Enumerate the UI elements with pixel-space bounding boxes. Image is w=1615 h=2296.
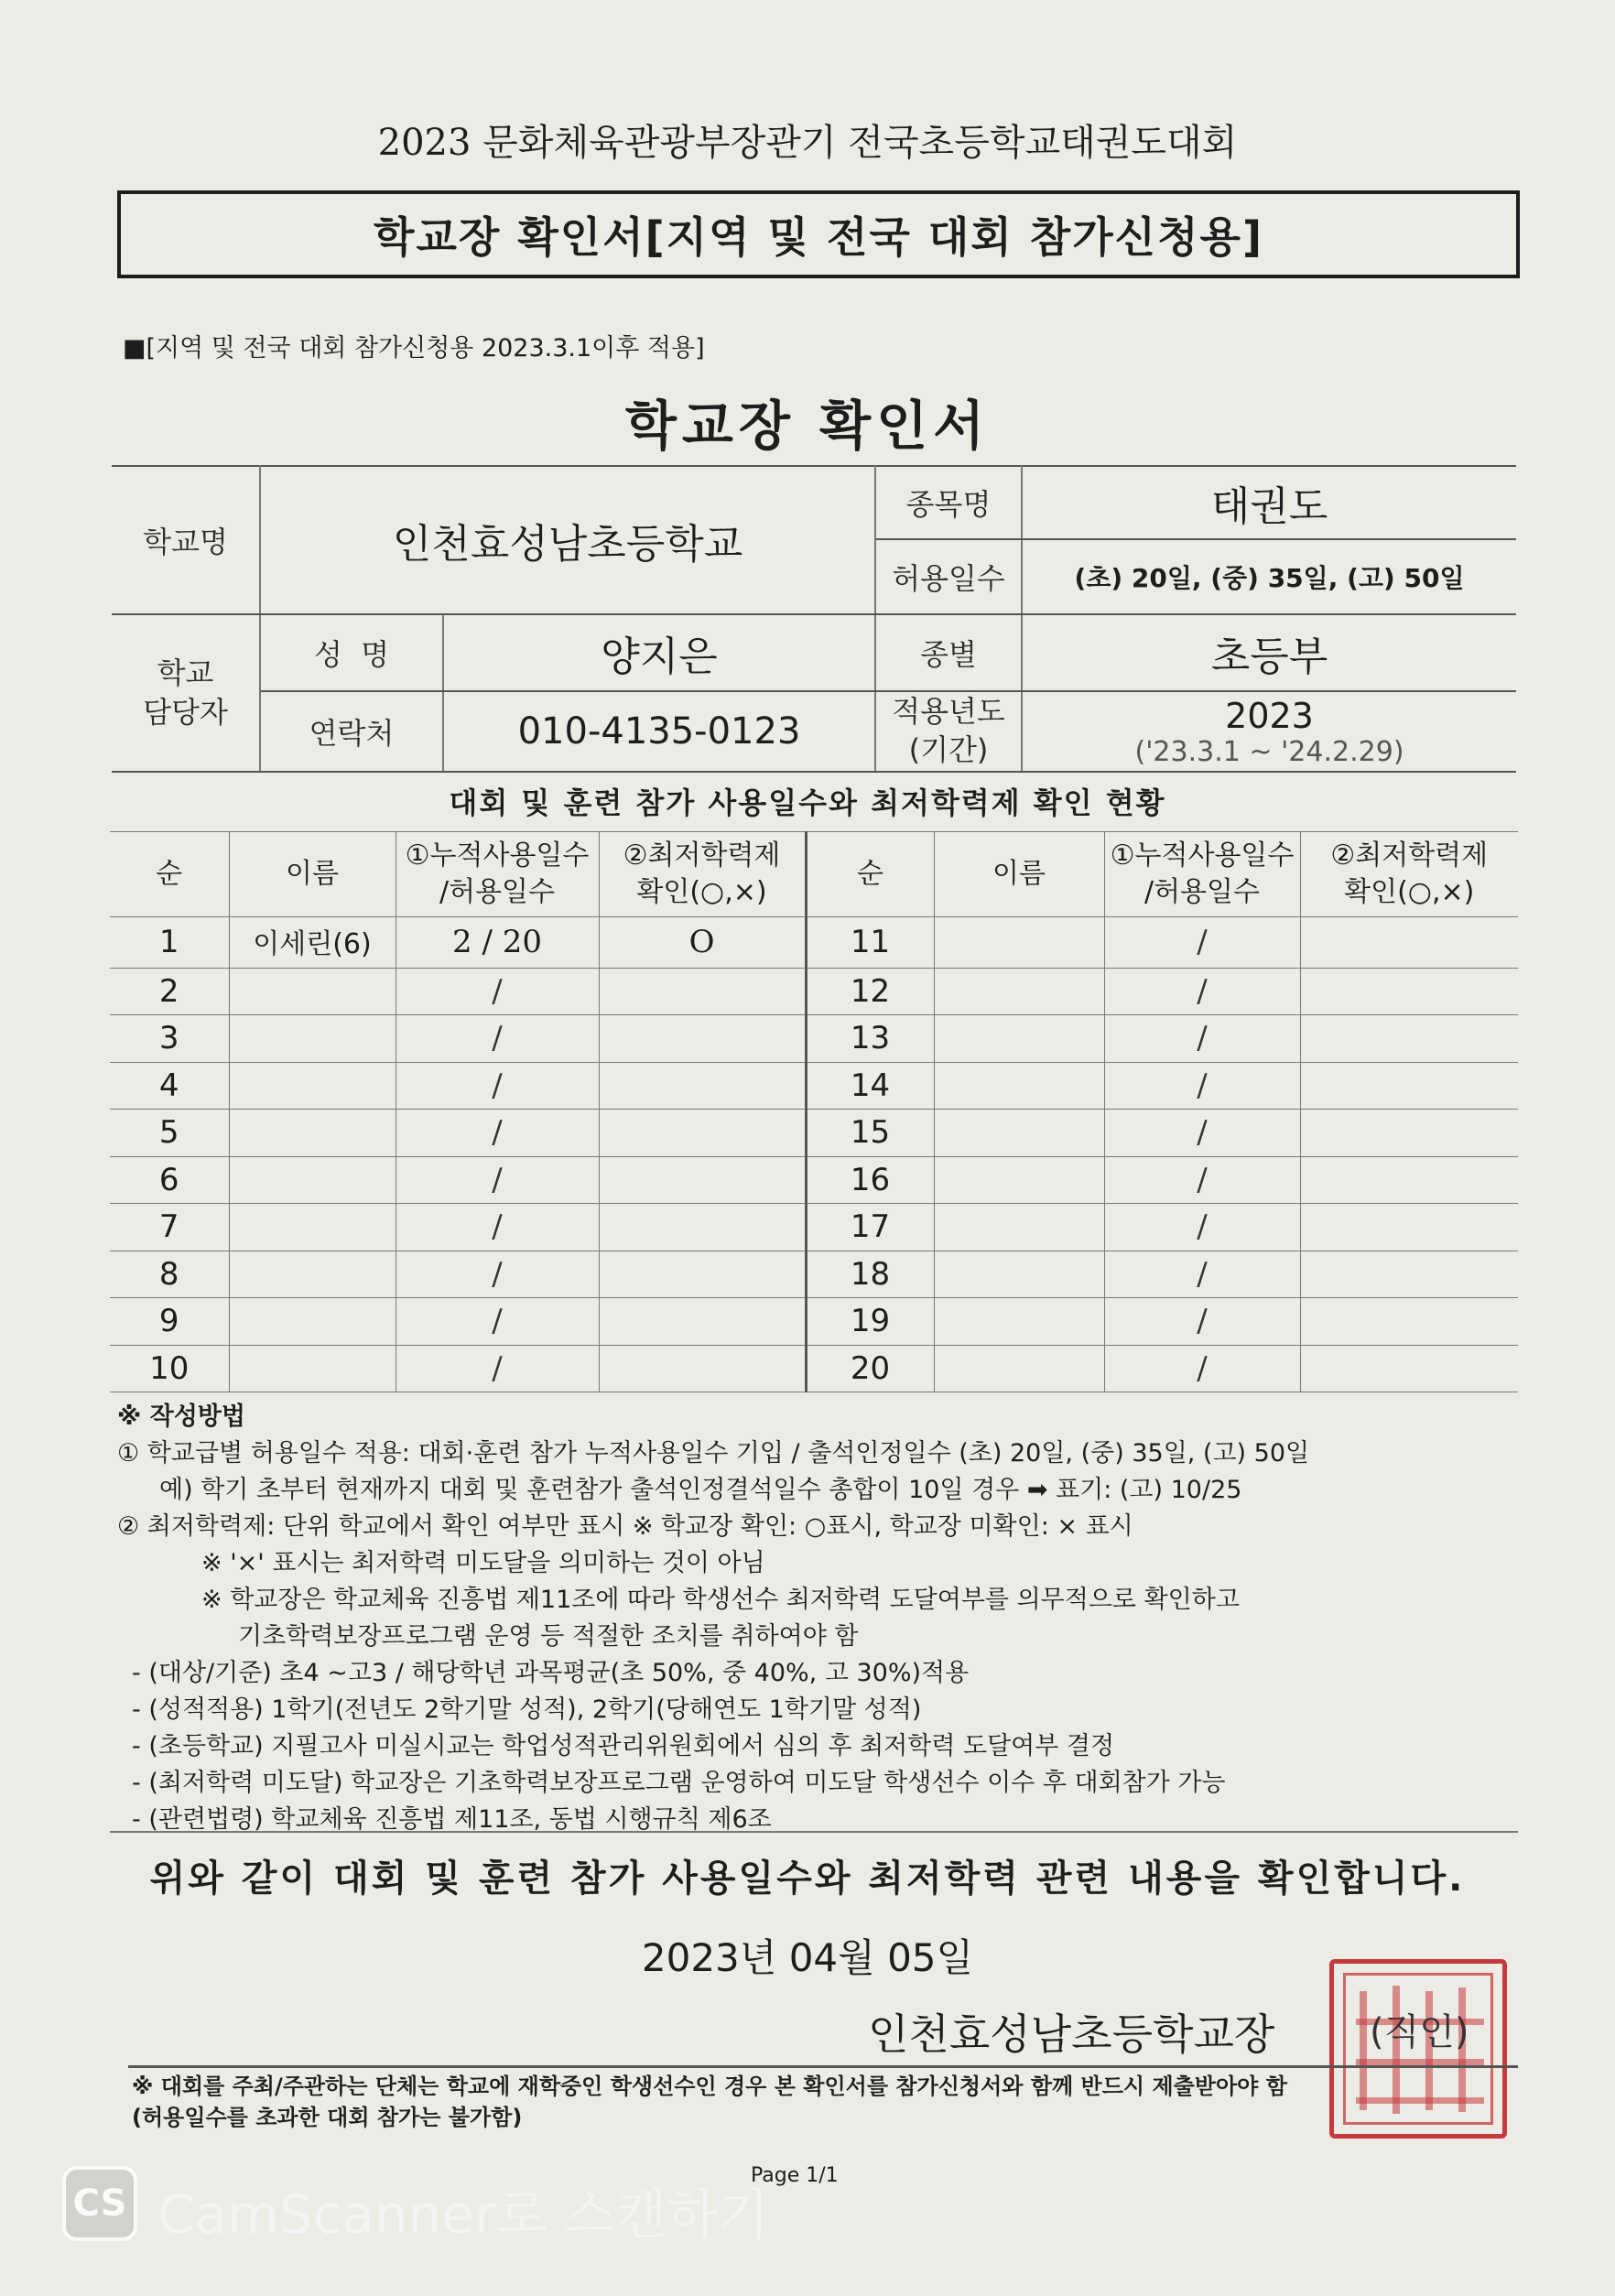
row-no-right: 15 [806,1110,934,1157]
row-used: / [396,1110,599,1157]
row-name-right [934,968,1104,1015]
row-no-right: 19 [806,1298,934,1346]
method-line: - (초등학교) 지필고사 미실시교는 학업성적관리위원회에서 심의 후 최저학력 도달여부 결정 [132,1732,1115,1760]
row-used: / [396,1251,599,1298]
row-no-right: 18 [806,1251,934,1298]
table-row [110,1251,1518,1298]
row-no: 2 [110,968,229,1015]
row-name-right [934,1298,1104,1346]
contact-value: 010-4135-0123 [517,710,801,753]
row-min-right [1300,968,1518,1015]
table-row [110,917,1518,969]
row-no-right: 17 [806,1204,934,1251]
year-period: ('23.3.1 ~ '24.2.29) [1134,735,1404,768]
year-value: 2023 [1225,695,1314,736]
row-used-right: / [1104,1204,1300,1251]
row-min [599,1062,806,1110]
table-row [110,1156,1518,1204]
row-used: / [396,1156,599,1204]
row-used: / [396,1345,599,1392]
row-no: 1 [110,917,229,969]
row-min-right [1300,1204,1518,1251]
row-no: 10 [110,1345,229,1392]
participants-table [110,831,1518,1392]
method-line: ① 학교급별 허용일수 적용: 대회·훈련 참가 누적사용일수 기입 / 출석인정일수 (초) 20일, (중) 35일, (고) 50일 [117,1439,1310,1467]
row-used-right: / [1104,968,1300,1015]
allow-value: (초) 20일, (중) 35일, (고) 50일 [1074,563,1465,593]
allow-value-cell [1022,539,1516,614]
row-min: O [599,917,806,969]
method-line: - (최저학력 미도달) 학교장은 기초학력보장프로그램 운영하여 미도달 학생선수 이수 후 대회참가 가능 [132,1769,1226,1797]
row-min-right [1300,917,1518,969]
col-header-no: 순 [110,832,229,917]
row-name-right [934,1156,1104,1204]
row-no-right: 13 [806,1015,934,1063]
col-header-used: ①누적사용일수 /허용일수 [396,832,599,917]
row-used-right: / [1104,1345,1300,1392]
row-used: 2 / 20 [396,917,599,969]
row-name: 이세린(6) [229,917,396,969]
row-name [229,1251,396,1298]
applicability-note [123,328,705,363]
division-value-cell [1022,614,1516,691]
principal-name: 인천효성남초등학교장 [868,2009,1275,2059]
method-line: 기초학력보장프로그램 운영 등 적절한 조치를 취하여야 함 [238,1622,859,1651]
row-used: / [396,968,599,1015]
row-used-right: / [1104,1251,1300,1298]
table-row [110,1110,1518,1157]
participants-table-body [110,917,1518,1392]
method-line: - (성적적용) 1학기(전년도 2학기말 성적), 2학기(당해연도 1학기말 성적) [132,1695,922,1724]
table-row [110,1062,1518,1110]
method-line: ※ '×' 표시는 최저학력 미도달을 의미하는 것이 아님 [201,1549,765,1577]
writing-method [117,1399,1518,1838]
info-table [112,465,1516,773]
row-no-right: 12 [806,968,934,1015]
school-label-cell [112,466,260,614]
method-line: 예) 학기 초부터 현재까지 대회 및 훈련참가 출석인정결석일수 총합이 10일 경우 ➡ 표기: (고) 10/25 [159,1476,1242,1504]
form-title: 학교장 확인서[지역 및 전국 대회 참가신청용] [374,212,1263,262]
year-label-cell [875,691,1022,772]
method-line: ② 최저학력제: 단위 학교에서 확인 여부만 표시 ※ 학교장 확인: ○표시, 학교장 미확인: × 표시 [117,1512,1133,1541]
row-min-right [1300,1345,1518,1392]
contact-label: 연락처 [309,716,395,751]
event-value-cell [1022,466,1516,539]
row-name [229,1015,396,1063]
col-header-name: 이름 [229,832,396,917]
event-label-cell [875,466,1022,539]
method-line: - (대상/기준) 초4 ~고3 / 해당학년 과목평균(초 50%, 중 40%, 고 30%)적용 [132,1659,970,1687]
row-name-right [934,1345,1104,1392]
col-header-no-right: 순 [806,832,934,917]
col-header-min: ②최저학력제 확인(○,×) [599,832,806,917]
square-bullet-icon: ■ [123,334,146,363]
confirmation-statement: 위와 같이 대회 및 훈련 참가 사용일수와 최저학력 관련 내용을 확인합니다. [149,1857,1466,1900]
table-row [110,1015,1518,1063]
row-min [599,1251,806,1298]
row-used-right: / [1104,1298,1300,1346]
form-title-box [117,190,1520,278]
row-no: 8 [110,1251,229,1298]
row-used-right: / [1104,917,1300,969]
row-no: 3 [110,1015,229,1063]
row-min [599,1298,806,1346]
col-header-name-right: 이름 [934,832,1104,917]
col-header-min-right: ②최저학력제 확인(○,×) [1300,832,1518,917]
method-title: ※ 작성방법 [117,1403,245,1431]
staff-label: 학교 담당자 [143,655,228,730]
row-min-right [1300,1156,1518,1204]
row-no-right: 14 [806,1062,934,1110]
col-header-used-right: ①누적사용일수 /허용일수 [1104,832,1300,917]
year-label: 적용년도 (기간) [892,694,1005,767]
row-min-right [1300,1298,1518,1346]
allow-label-cell [875,539,1022,614]
row-no-right: 11 [806,917,934,969]
row-min [599,1204,806,1251]
row-name-right [934,1062,1104,1110]
row-no: 6 [110,1156,229,1204]
document-top-title: 2023 문화체육관광부장관기 전국초등학교태권도대회 [377,122,1238,164]
division-label-cell [875,614,1022,691]
table-row [110,968,1518,1015]
row-no-right: 20 [806,1345,934,1392]
year-value-cell [1022,691,1516,772]
row-used: / [396,1062,599,1110]
row-name [229,1062,396,1110]
method-line: ※ 학교장은 학교체육 진흥법 제11조에 따라 학생선수 최저학력 도달여부를 의무적으로 확인하고 [201,1586,1240,1614]
page-number: Page 1/1 [751,2164,839,2187]
row-name-right [934,1110,1104,1157]
row-used: / [396,1204,599,1251]
contact-label-cell [260,691,443,772]
name-label: 성 명 [313,637,390,672]
method-line: - (관련법령) 학교체육 진흥법 제11조, 동법 시행규칙 제6조 [132,1805,772,1834]
applicability-note-text: [지역 및 전국 대회 참가신청용 2023.3.1이후 적용] [146,334,705,363]
row-used: / [396,1015,599,1063]
row-used-right: / [1104,1110,1300,1157]
confirmation-date: 2023년 04월 05일 [641,1935,974,1980]
row-min [599,1156,806,1204]
row-no: 5 [110,1110,229,1157]
row-name [229,1156,396,1204]
contact-value-cell [443,691,875,772]
school-value: 인천효성남초등학교 [392,521,743,568]
event-label: 종목명 [905,487,992,522]
table-row [110,1204,1518,1251]
row-name-right [934,1204,1104,1251]
row-min [599,1345,806,1392]
allow-label: 허용일수 [892,561,1005,596]
staff-label-cell [112,614,260,772]
participants-section-title: 대회 및 훈련 참가 사용일수와 최저학력제 확인 현황 [449,785,1166,820]
row-min-right [1300,1251,1518,1298]
row-used-right: / [1104,1062,1300,1110]
row-used-right: / [1104,1156,1300,1204]
row-min-right [1300,1062,1518,1110]
name-value-cell [443,614,875,691]
row-name-right [934,917,1104,969]
row-name [229,1204,396,1251]
row-name [229,1345,396,1392]
divider [128,2065,1518,2068]
footer-note: ※ 대회를 주최/주관하는 단체는 학교에 재학중인 학생선수인 경우 본 확인서를 참가신청서와 함께 반드시 제출받아야 함 (허용일수를 초과한 대회 참가는 불가함) [132,2074,1287,2130]
row-no: 7 [110,1204,229,1251]
name-value: 양지은 [601,634,718,680]
division-value: 초등부 [1210,634,1328,680]
row-name-right [934,1251,1104,1298]
row-min [599,1015,806,1063]
row-no: 9 [110,1298,229,1346]
school-label: 학교명 [143,525,228,559]
row-name [229,1110,396,1157]
name-label-cell [260,614,443,691]
row-min-right [1300,1110,1518,1157]
event-value: 태권도 [1210,483,1328,530]
row-used: / [396,1298,599,1346]
division-label: 종별 [920,637,977,672]
table-row [110,1345,1518,1392]
school-value-cell [260,466,875,614]
row-min [599,1110,806,1157]
table-row [110,1298,1518,1346]
row-name-right [934,1015,1104,1063]
row-min [599,968,806,1015]
row-used-right: / [1104,1015,1300,1063]
row-name [229,1298,396,1346]
camscanner-watermark: CamScanner로 스캔하기 [157,2183,770,2246]
row-no-right: 16 [806,1156,934,1204]
sub-title: 학교장 확인서 [624,395,991,457]
row-name [229,968,396,1015]
row-no: 4 [110,1062,229,1110]
divider [110,1831,1518,1833]
seal-label: (직인) [1370,2011,1469,2053]
camscanner-logo-icon: CS [62,2166,137,2241]
row-min-right [1300,1015,1518,1063]
